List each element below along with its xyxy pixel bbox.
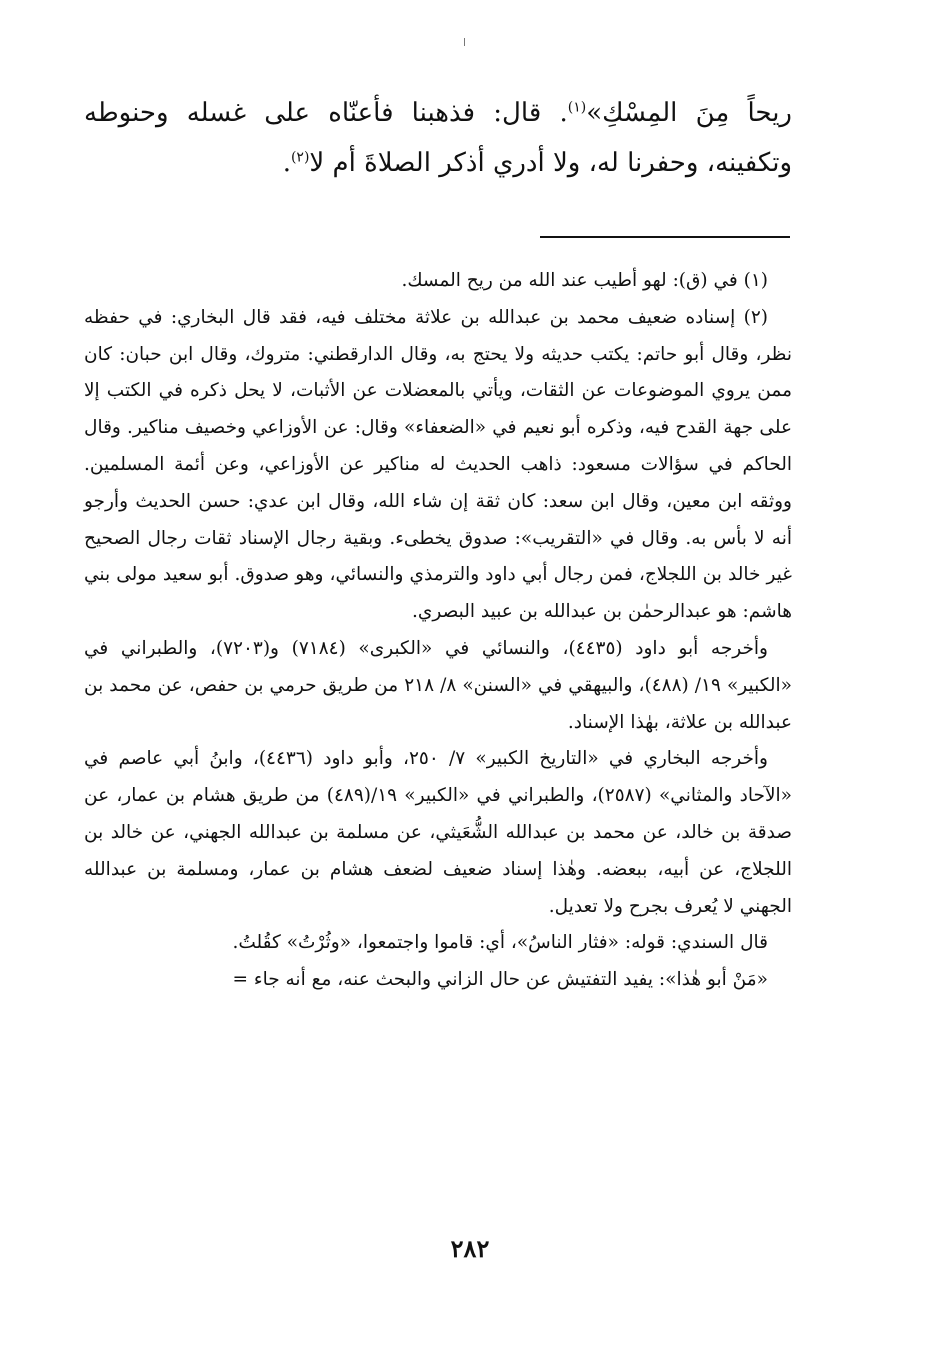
footnote-2-continuation: «مَنْ أبو هٰذا»: يفيد التفتيش عن حال الزاني والبحث عنه، مع أنه جاء = bbox=[232, 969, 768, 991]
footnote-1: (١) في (ق): لهو أطيب عند الله من ريح المسك. bbox=[401, 270, 768, 291]
footnote-ref-1: (١) bbox=[567, 99, 587, 116]
main-text-continuation: . قال: فذهبنا فأعنّاه على غسله وحنوطه وتكفينه، وحفرنا له، ولا أدري أذكر الصلاةَ أم لا bbox=[84, 98, 792, 178]
main-text-start: ريحاً مِنَ المِسْكِ» bbox=[586, 98, 792, 128]
main-text-end: . bbox=[282, 148, 291, 178]
footnotes bbox=[84, 263, 792, 999]
footnote-2-sources-a: وأخرجه أبو داود (٤٤٣٥)، والنسائي في «الكبرى» (٧١٨٤) و(٧٢٠٣)، والطبراني في «الكبير» ١٩/ (٤٨٨)، والبيهقي في «السنن» ٨/ ٢١٨ من طريق حرمي بن حفص، عن محمد بن عبدالله بن علاثة، بهٰذا الإسناد. bbox=[84, 637, 792, 733]
footnote-2: (٢) إسناده ضعيف محمد بن عبدالله بن علاثة مختلف فيه، فقد قال البخاري: في حفظه نظر، وقال أبو حاتم: يكتب حديثه ولا يحتج به، وقال الدارقطني: متروك، وقال ابن حبان: كان ممن يروي الموضوعات عن الثقات، ويأتي بالمعضلات عن الأثبات، لا يحل ذكره في الكتب إلا على جهة القدح فيه، وذكره أبو نعيم في «الضعفاء» وقال: عن الأوزاعي وخصيف مناكير. وقال الحاكم في سؤالات مسعود: ذاهب الحديث له مناكير عن الأوزاعي، وعن أئمة المسلمين. ووثقه ابن معين، وقال ابن سعد: كان ثقة إن شاء الله، وقال ابن عدي: حسن الحديث وأرجو أنه لا بأس به. وقال في «التقريب»: صدوق يخطىء. وبقية رجال الإسناد ثقات رجال الصحيح غير خالد بن اللجلاج، فمن رجال أبي داود والترمذي والنسائي، وهو صدوق. أبو سعيد مولى بني هاشم: هو عبدالرحمٰن بن عبدالله بن عبيد البصري. bbox=[84, 306, 792, 623]
footnote-2-sindi-comment: قال السندي: قوله: «فثار الناسُ»، أي: قاموا واجتمعوا، «وثُرْتُ» كقُلتُ. bbox=[232, 932, 768, 954]
footnote-separator bbox=[540, 236, 790, 238]
main-paragraph bbox=[84, 88, 792, 188]
print-mark bbox=[464, 38, 465, 46]
page-number: ٢٨٢ bbox=[450, 1234, 490, 1263]
main-text bbox=[84, 88, 792, 188]
footnote-2-sources-b: وأخرجه البخاري في «التاريخ الكبير» ٧/ ٢٥٠، وأبو داود (٤٤٣٦)، وابنُ أبي عاصم في «الآحاد والمثاني» (٢٥٨٧)، والطبراني في «الكبير» ١٩/(٤٨٩) من طريق هشام بن عمار، عن صدقة بن خالد، عن محمد بن عبدالله الشُّعَيثي، عن مسلمة بن عبدالله الجهني، عن خالد بن اللجلاج، عن أبيه، ببعضه. وهٰذا إسناد ضعيف لضعف هشام بن عمار، ومسلمة بن عبدالله الجهني لا يُعرف بجرح ولا تعديل. bbox=[84, 748, 792, 917]
footnote-ref-2: (٢) bbox=[290, 149, 310, 166]
